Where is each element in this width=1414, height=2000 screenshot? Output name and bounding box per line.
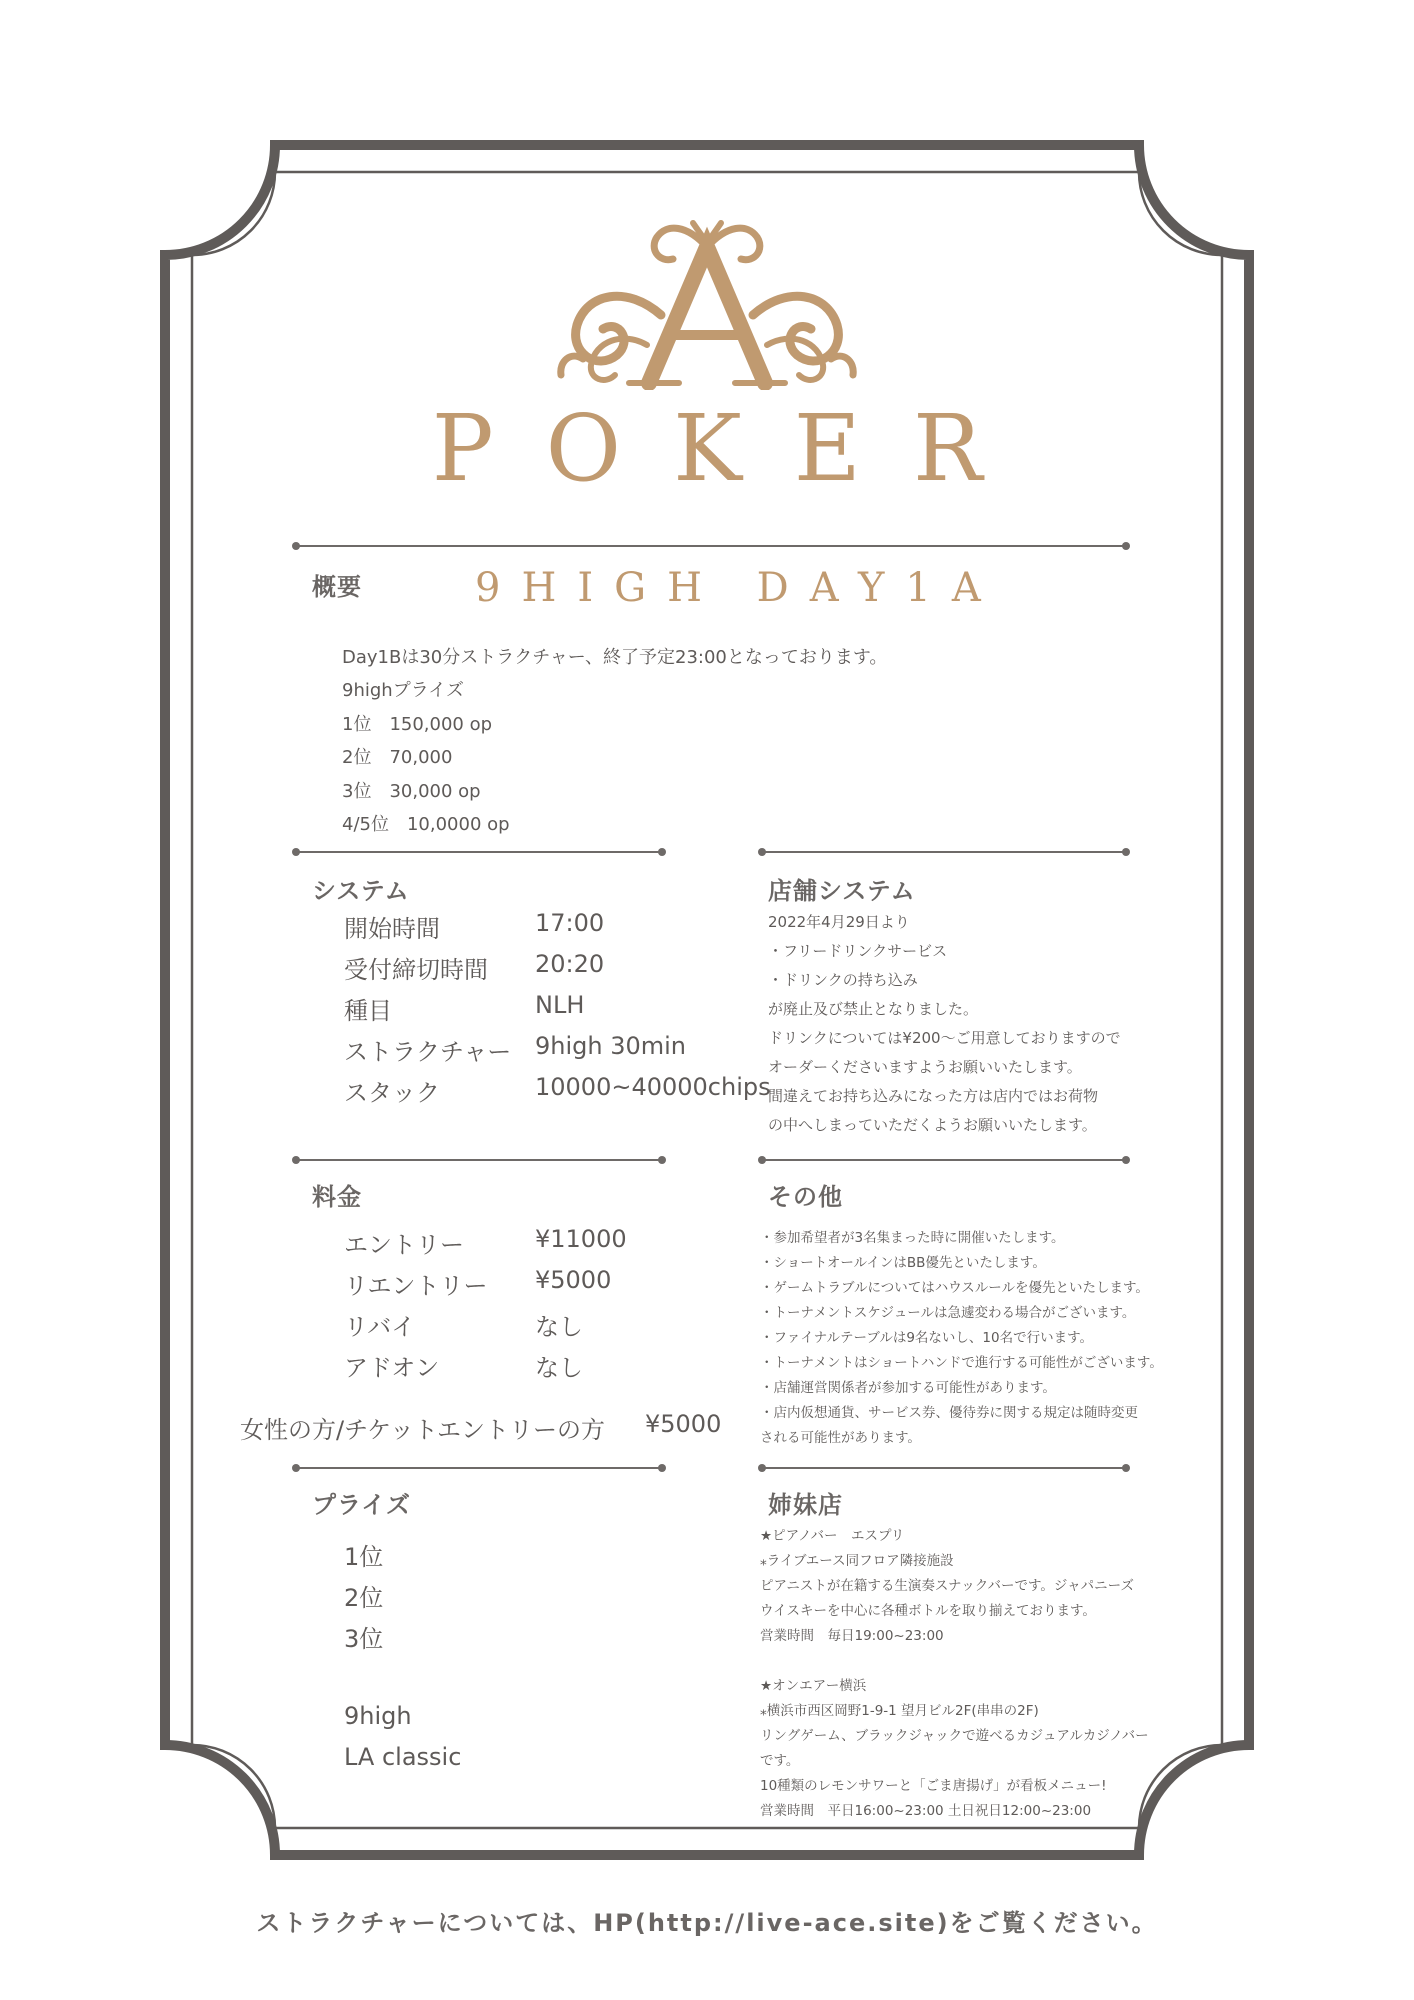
- system-row-label: スタック: [344, 1079, 440, 1107]
- brand-wordmark: POKER: [431, 395, 1035, 502]
- store-system-line: ・フリードリンクサービス: [768, 942, 948, 960]
- sister-store-line: リングゲーム、ブラックジャックで遊べるカジュアルカジノバー: [760, 1728, 1149, 1744]
- overview-line: 3位 30,000 op: [342, 781, 481, 802]
- overview-line: 9highプライズ: [342, 680, 464, 701]
- prize-rank: 2位: [344, 1584, 384, 1612]
- system-row-label: ストラクチャー: [344, 1038, 512, 1066]
- event-title: 9HIGH DAY1A: [475, 565, 1002, 611]
- sister-store-line: 営業時間 平日16:00~23:00 土日祝日12:00~23:00: [760, 1803, 1092, 1819]
- prize-extra: 9high: [344, 1702, 412, 1730]
- store-system-line: の中へしまっていただくようお願いいたします。: [768, 1116, 1097, 1134]
- system-row-label: 受付締切時間: [344, 956, 488, 984]
- system-row-value: NLH: [535, 991, 585, 1019]
- footer-note: ストラクチャーについては、HP(http://live-ace.site)をご覧ください。: [256, 1909, 1158, 1937]
- system-row-value: 10000~40000chips: [535, 1073, 771, 1101]
- fees-heading: 料金: [312, 1183, 362, 1211]
- sister-store-line: ★オンエアー横浜: [760, 1678, 867, 1694]
- divider-fees: [296, 1159, 662, 1161]
- other-line: ・参加希望者が3名集まった時に開催いたします。: [760, 1230, 1065, 1246]
- overview-line: 4/5位 10,0000 op: [342, 814, 510, 835]
- sister-store-line: ウイスキーを中心に各種ボトルを取り揃えております。: [760, 1603, 1096, 1619]
- sister-stores-heading: 姉妹店: [768, 1491, 843, 1519]
- store-system-line: オーダーくださいますようお願いいたします。: [768, 1058, 1082, 1076]
- prizes-heading: プライズ: [312, 1491, 412, 1519]
- store-system-heading: 店舗システム: [768, 877, 916, 905]
- fees-row-value: なし: [535, 1313, 583, 1341]
- fees-row-label: アドオン: [344, 1354, 440, 1382]
- divider-prizes: [296, 1467, 662, 1469]
- prize-rank: 3位: [344, 1625, 384, 1653]
- prize-extra: LA classic: [344, 1743, 462, 1771]
- fees-row-value: ¥5000: [535, 1266, 612, 1294]
- other-line: ・店舗運営関係者が参加する可能性があります。: [760, 1380, 1056, 1396]
- sister-store-line: ★ピアノバー エスプリ: [760, 1528, 905, 1544]
- divider-system: [296, 851, 662, 853]
- overview-line: Day1Bは30分ストラクチャー、終了予定23:00となっております。: [342, 647, 888, 668]
- other-line: ・店内仮想通貨、サービス券、優待券に関する規定は随時変更: [760, 1405, 1138, 1421]
- divider-other: [762, 1159, 1126, 1161]
- system-row-value: 17:00: [535, 909, 605, 937]
- sister-store-line: 10種類のレモンサワーと「ごま唐揚げ」が看板メニュー!: [760, 1778, 1107, 1794]
- sister-store-line: ピアニストが在籍する生演奏スナックバーです。ジャパニーズ: [760, 1578, 1134, 1594]
- system-row-label: 種目: [344, 997, 392, 1025]
- prize-rank: 1位: [344, 1543, 384, 1571]
- other-line: ・ゲームトラブルについてはハウスルールを優先といたします。: [760, 1280, 1149, 1296]
- fees-row-value: なし: [535, 1354, 583, 1382]
- store-system-line: 2022年4月29日より: [768, 913, 910, 931]
- sister-store-line: ⁎ライブエース同フロア隣接施設: [760, 1553, 954, 1569]
- other-line: される可能性があります。: [760, 1430, 921, 1446]
- ornate-a-emblem-icon: [557, 215, 857, 390]
- fees-row-label: エントリー: [344, 1231, 464, 1259]
- system-row-value: 9high 30min: [535, 1032, 687, 1060]
- sister-store-line: 営業時間 毎日19:00~23:00: [760, 1628, 944, 1644]
- fees-row-label: リバイ: [344, 1313, 416, 1341]
- sister-store-line: です。: [760, 1753, 800, 1769]
- store-system-line: ドリンクについては¥200〜ご用意しておりますので: [768, 1029, 1121, 1047]
- overview-line: 2位 70,000: [342, 747, 453, 768]
- other-line: ・トーナメントスケジュールは急遽変わる場合がございます。: [760, 1305, 1136, 1321]
- overview-heading: 概要: [312, 573, 362, 601]
- divider-store-system: [762, 851, 1126, 853]
- system-heading: システム: [312, 877, 410, 905]
- sister-store-line: ⁎横浜市西区岡野1-9-1 望月ビル2F(串串の2F): [760, 1703, 1039, 1719]
- fees-row-value: ¥11000: [535, 1225, 627, 1253]
- fees-special-label: 女性の方/チケットエントリーの方: [240, 1416, 605, 1444]
- store-system-line: ・ドリンクの持ち込み: [768, 971, 918, 989]
- other-line: ・トーナメントはショートハンドで進行する可能性がございます。: [760, 1355, 1163, 1371]
- divider-sister-stores: [762, 1467, 1126, 1469]
- other-line: ・ショートオールインはBB優先といたします。: [760, 1255, 1046, 1271]
- store-system-line: が廃止及び禁止となりました。: [768, 1000, 979, 1018]
- system-row-value: 20:20: [535, 950, 605, 978]
- divider-top: [296, 545, 1126, 547]
- other-line: ・ファイナルテーブルは9名ないし、10名で行います。: [760, 1330, 1094, 1346]
- system-row-label: 開始時間: [344, 915, 440, 943]
- other-heading: その他: [768, 1183, 843, 1211]
- fees-special-value: ¥5000: [645, 1410, 722, 1438]
- fees-row-label: リエントリー: [344, 1272, 488, 1300]
- overview-line: 1位 150,000 op: [342, 714, 493, 735]
- store-system-line: 間違えてお持ち込みになった方は店内ではお荷物: [768, 1087, 1099, 1105]
